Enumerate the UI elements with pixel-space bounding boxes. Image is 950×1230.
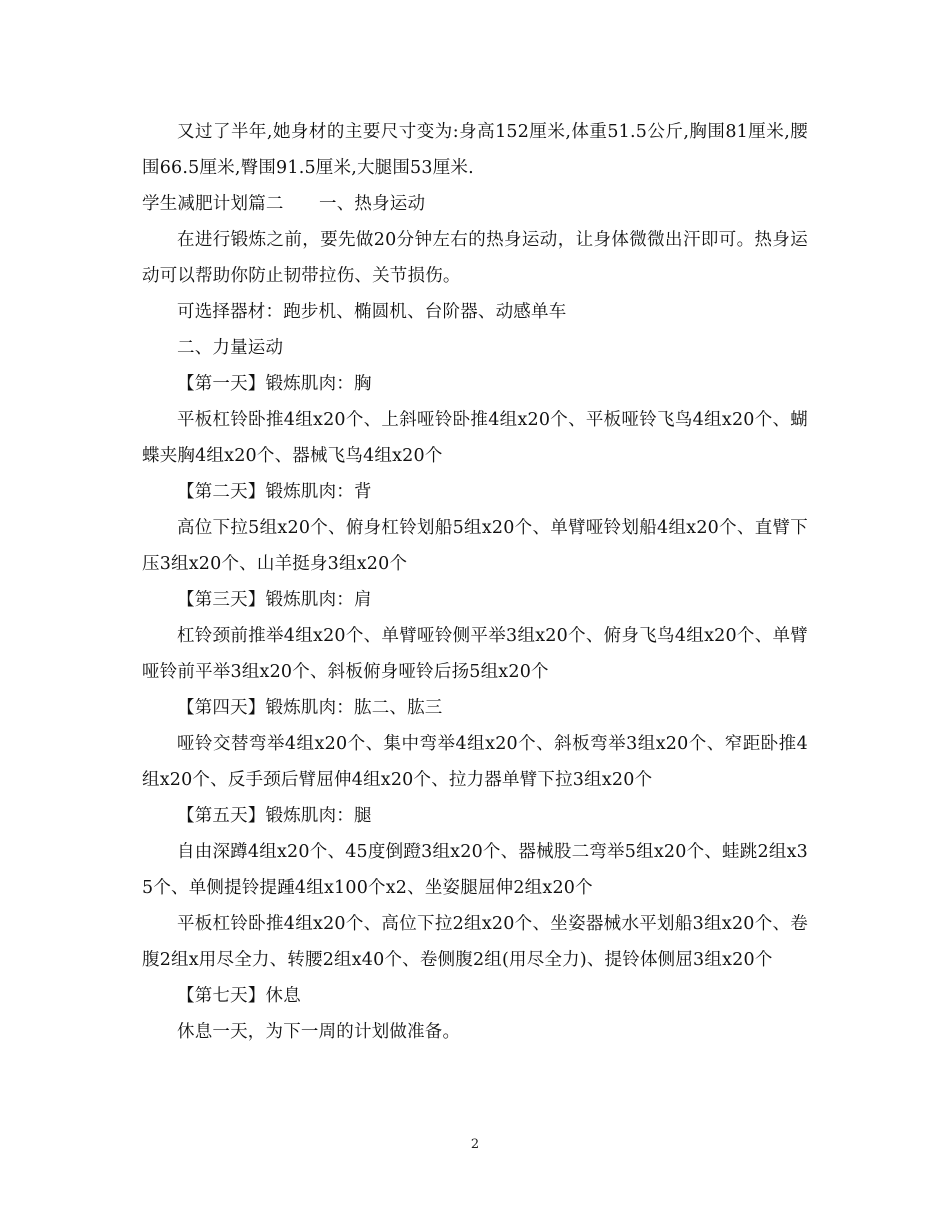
day-exercises-3: 杠铃颈前推举4组x20个、单臂哑铃侧平举3组x20个、俯身飞鸟4组x20个、单臂哑铃前平举3组x20个、斜板俯身哑铃后扬5组x20个 xyxy=(142,626,808,682)
day-heading-4: 【第四天】锻炼肌肉：肱二、肱三 xyxy=(177,698,443,718)
paragraph-warmup-description: 在进行锻炼之前，要先做20分钟左右的热身运动，让身体微微出汗即可。热身运动可以帮助你防止韧带拉伤、关节损伤。 xyxy=(142,230,808,286)
section-heading-strength: 二、力量运动 xyxy=(177,338,284,358)
rest-description: 休息一天，为下一周的计划做准备。 xyxy=(177,1022,461,1042)
day-exercises-6: 平板杠铃卧推4组x20个、高位下拉2组x20个、坐姿器械水平划船3组x20个、卷腹2组x用尽全力、转腰2组x40个、卷侧腹2组(用尽全力)、提铃体侧屈3组x20个 xyxy=(142,914,808,970)
document-body xyxy=(142,114,808,1050)
day-exercises-1: 平板杠铃卧推4组x20个、上斜哑铃卧推4组x20个、平板哑铃飞鸟4组x20个、蝴蝶夹胸4组x20个、器械飞鸟4组x20个 xyxy=(142,410,808,466)
day-heading-1: 【第一天】锻炼肌肉：胸 xyxy=(177,374,372,394)
day-heading-5: 【第五天】锻炼肌肉：腿 xyxy=(177,806,372,826)
page-number: 2 xyxy=(470,1137,480,1152)
section-heading-plan-two: 学生减肥计划篇二 一、热身运动 xyxy=(142,194,426,214)
paragraph-body-measurements: 又过了半年,她身材的主要尺寸变为:身高152厘米,体重51.5公斤,胸围81厘米,腰围66.5厘米,臀围91.5厘米,大腿围53厘米. xyxy=(142,122,808,178)
day-exercises-5: 自由深蹲4组x20个、45度倒蹬3组x20个、器械股二弯举5组x20个、蛙跳2组x35个、单侧提铃提踵4组x100个x2、坐姿腿屈伸2组x20个 xyxy=(142,842,808,898)
day-exercises-2: 高位下拉5组x20个、俯身杠铃划船5组x20个、单臂哑铃划船4组x20个、直臂下压3组x20个、山羊挺身3组x20个 xyxy=(142,518,808,574)
paragraph-equipment: 可选择器材：跑步机、椭圆机、台阶器、动感单车 xyxy=(177,302,567,322)
day-heading-2: 【第二天】锻炼肌肉：背 xyxy=(177,482,372,502)
day-heading-3: 【第三天】锻炼肌肉：肩 xyxy=(177,590,372,610)
day-exercises-4: 哑铃交替弯举4组x20个、集中弯举4组x20个、斜板弯举3组x20个、窄距卧推4组x20个、反手颈后臂屈伸4组x20个、拉力器单臂下拉3组x20个 xyxy=(142,734,808,790)
day-heading-7: 【第七天】休息 xyxy=(177,986,301,1006)
